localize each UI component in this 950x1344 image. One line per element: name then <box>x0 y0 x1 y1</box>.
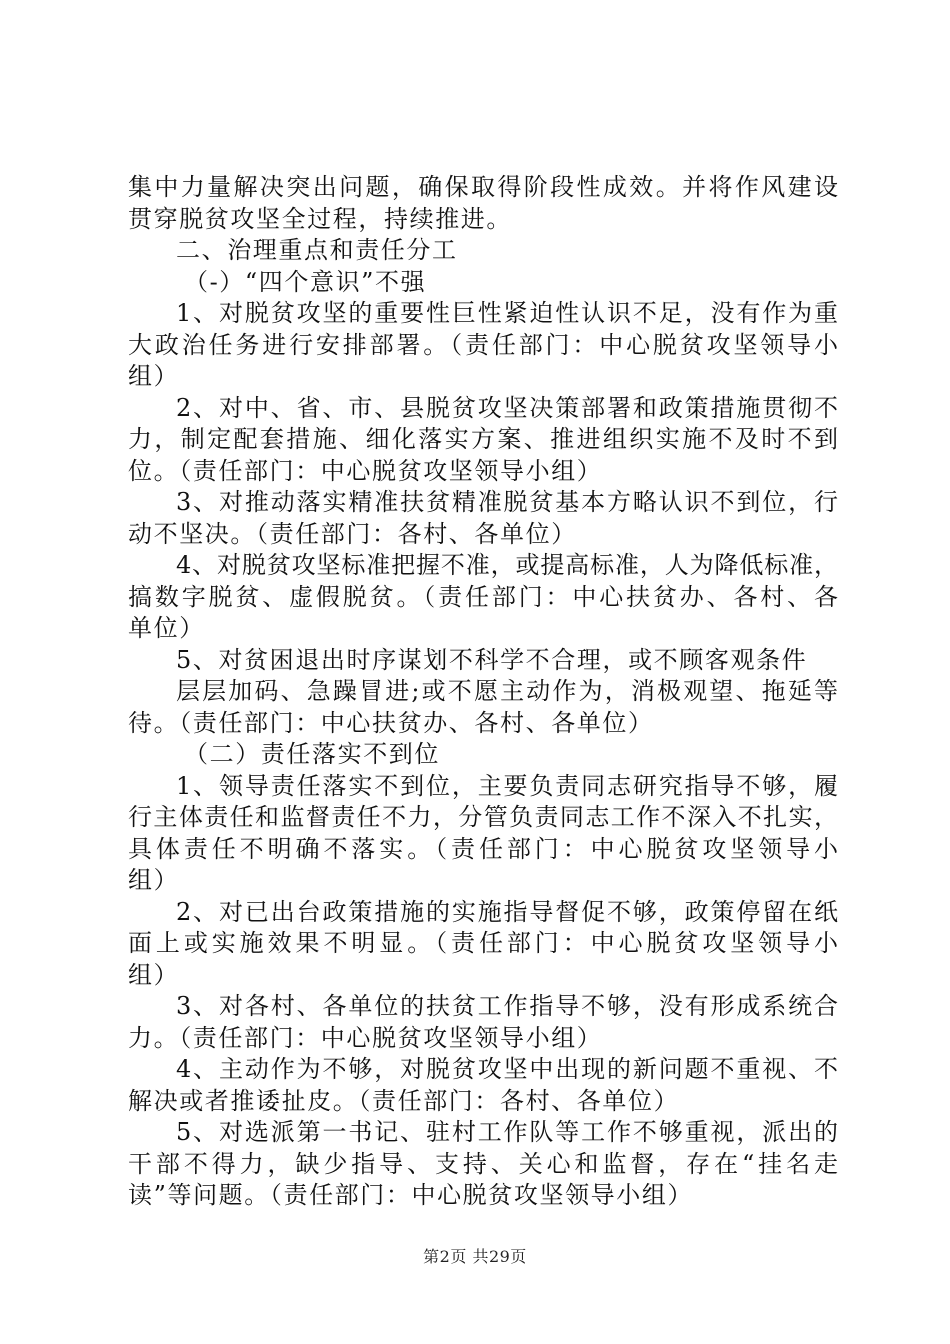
text-line: 搞数字脱贫、虚假脱贫。（责任部门：中心扶贫办、各村、各 <box>128 582 838 611</box>
page-footer: 第2页 共29页 <box>423 1247 527 1266</box>
text-line: 3、对推动落实精准扶贫精准脱贫基本方略认识不到位，行 <box>176 488 838 516</box>
text-line: （二）责任落实不到位 <box>184 740 440 768</box>
text-line: 组） <box>128 866 180 894</box>
text-line: 4、主动作为不够，对脱贫攻坚中出现的新问题不重视、不 <box>176 1055 838 1083</box>
text-line: 行主体责任和监督责任不力，分管负责同志工作不深入不扎实， <box>128 803 838 831</box>
text-line: 组） <box>128 362 180 390</box>
text-line: 组） <box>128 960 180 989</box>
text-line: 层层加码、急躁冒进;或不愿主动作为，消极观望、拖延等 <box>176 677 838 705</box>
text-line: 5、对贫困退出时序谋划不科学不合理，或不顾客观条件 <box>176 645 808 674</box>
text-line: 解决或者推诿扯皮。（责任部门：各村、各单位） <box>128 1086 680 1115</box>
text-line: 大政治任务进行安排部署。（责任部门：中心脱贫攻坚领导小 <box>128 330 838 359</box>
text-line: 二、治理重点和责任分工 <box>176 236 458 264</box>
text-line: 集中力量解决突出问题，确保取得阶段性成效。并将作风建设 <box>128 173 838 201</box>
text-line: 位。（责任部门：中心脱贫攻坚领导小组） <box>128 456 603 485</box>
text-line: 单位） <box>128 614 205 642</box>
text-line: 2、对中、省、市、县脱贫攻坚决策部署和政策措施贯彻不 <box>176 393 838 422</box>
text-line: 力，制定配套措施、细化落实方案、推进组织实施不及时不到 <box>128 425 838 453</box>
text-line: 1、领导责任落实不到位，主要负责同志研究指导不够，履 <box>176 771 838 800</box>
text-line: 动不坚决。（责任部门：各村、各单位） <box>128 519 577 548</box>
text-line: 面上或实施效果不明显。（责任部门：中心脱贫攻坚领导小 <box>128 929 838 957</box>
text-line: 干部不得力，缺少指导、支持、关心和监督，存在“挂名走 <box>128 1149 838 1178</box>
text-line: 贯穿脱贫攻坚全过程，持续推进。 <box>128 204 512 233</box>
text-line: 力。（责任部门：中心脱贫攻坚领导小组） <box>128 1023 603 1052</box>
text-line: 3、对各村、各单位的扶贫工作指导不够，没有形成系统合 <box>176 992 838 1020</box>
text-line: 具体责任不明确不落实。（责任部门：中心脱贫攻坚领导小 <box>128 834 838 863</box>
text-line: （-）“四个意识”不强 <box>184 267 427 296</box>
document-body <box>128 172 838 1212</box>
text-line: 待。（责任部门：中心扶贫办、各村、各单位） <box>128 708 654 737</box>
text-line: 1、对脱贫攻坚的重要性巨性紧迫性认识不足，没有作为重 <box>176 299 838 327</box>
text-line: 5、对选派第一书记、驻村工作队等工作不够重视，派出的 <box>176 1118 838 1146</box>
text-line: 2、对已出台政策措施的实施指导督促不够，政策停留在纸 <box>176 897 838 926</box>
text-line: 读”等问题。（责任部门：中心脱贫攻坚领导小组） <box>128 1181 694 1209</box>
text-line: 4、对脱贫攻坚标准把握不准，或提高标准，人为降低标准， <box>176 551 838 579</box>
